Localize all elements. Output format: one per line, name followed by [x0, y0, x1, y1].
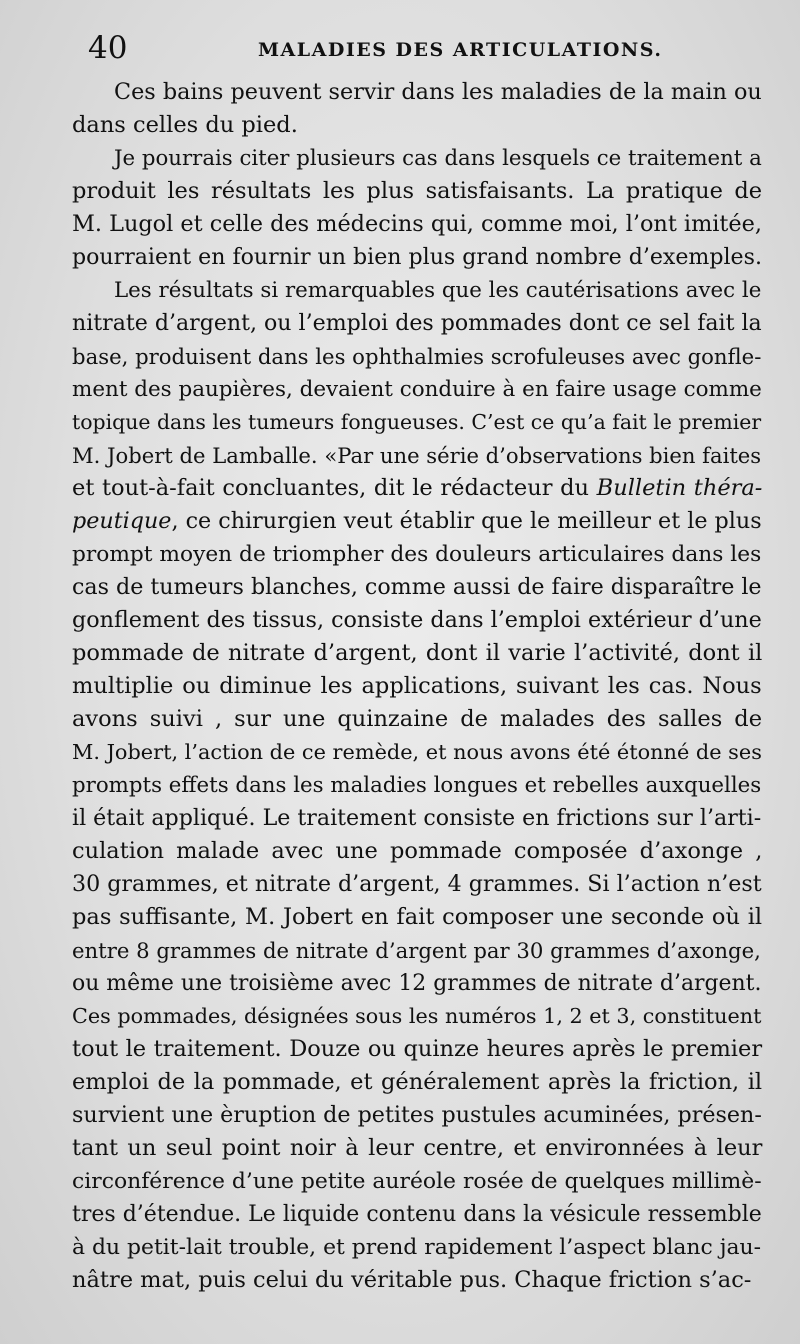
- text-line: [72, 439, 761, 472]
- line-text: Ces bains peuvent servir dans les maladies de la main ou: [114, 79, 762, 105]
- line-text: , ce chirurgien veut établir que le meilleur et le plus: [171, 508, 762, 534]
- text-line: [114, 142, 762, 175]
- line-text: 30 grammes, et nitrate d’argent, 4 grammes. Si l’action n’est: [72, 871, 762, 897]
- line-text: il était appliqué. Le traitement consiste en frictions sur l’arti-: [72, 805, 762, 831]
- text-line: [72, 1198, 762, 1231]
- line-text: culation malade avec une pommade composée d’axonge ,: [72, 838, 763, 864]
- line-text: tres d’étendue. Le liquide contenu dans la vésicule ressemble: [72, 1202, 762, 1227]
- text-line: [72, 1264, 751, 1297]
- text-line: [72, 1165, 762, 1198]
- text-line: [72, 769, 761, 802]
- text-line: [72, 1066, 762, 1099]
- text-line: [72, 109, 298, 142]
- line-text: M. Jobert, l’action de ce remède, et nous avons été étonné de ses: [72, 740, 762, 764]
- text-line: [114, 274, 761, 307]
- line-text: nitrate d’argent, ou l’emploi des pommades dont ce sel fait la: [72, 311, 762, 336]
- text-line: [72, 340, 761, 373]
- page-number: 40: [88, 30, 128, 66]
- text-line: [72, 241, 762, 274]
- text-line: [72, 901, 762, 934]
- text-line: [72, 505, 762, 538]
- text-line: [72, 802, 761, 835]
- line-text: Je pourrais citer plusieurs cas dans lesquels ce traitement a: [114, 146, 762, 171]
- line-text: M. Lugol et celle des médecins qui, comme moi, l’ont imitée,: [72, 211, 762, 237]
- text-line: [72, 1099, 762, 1132]
- line-text: ment des paupières, devaient conduire à en faire usage comme: [72, 377, 762, 402]
- line-text: tant un seul point noir à leur centre, et environnées à leur: [72, 1135, 763, 1161]
- text-line: [72, 1033, 762, 1066]
- line-text: pas suffisante, M. Jobert en fait composer une seconde où il: [72, 904, 763, 930]
- running-head: [0, 28, 800, 68]
- line-text: Ces pommades, désignées sous les numéros 1, 2 et 3, constituent: [72, 1004, 762, 1028]
- text-line: [72, 835, 762, 868]
- text-line: [114, 76, 762, 109]
- line-text: entre 8 grammes de nitrate d’argent par 30 grammes d’axonge,: [72, 938, 761, 963]
- line-text: circonférence d’une petite auréole rosée de quelques millimè-: [72, 1169, 762, 1194]
- text-line: [72, 1000, 761, 1033]
- text-line: [72, 472, 762, 505]
- running-title: MALADIES DES ARTICULATIONS.: [258, 39, 663, 61]
- text-line: [72, 373, 762, 406]
- line-text: Les résultats si remarquables que les cautérisations avec le: [114, 278, 762, 303]
- text-line: [72, 307, 762, 340]
- text-line: [72, 208, 762, 241]
- line-text: gonflement des tissus, consiste dans l’emploi extérieur d’une: [72, 607, 762, 633]
- line-text: survient une èruption de petites pustules acuminées, présen-: [72, 1102, 762, 1128]
- line-text: produit les résultats les plus satisfaisants. La pratique de: [72, 178, 763, 204]
- text-line: [72, 868, 762, 901]
- text-line: [72, 1132, 762, 1165]
- line-text: avons suivi , sur une quinzaine de malades des salles de: [72, 706, 763, 732]
- line-text: pommade de nitrate d’argent, dont il varie l’activité, dont il: [72, 640, 763, 666]
- line-text: à du petit-lait trouble, et prend rapidement l’aspect blanc jau-: [72, 1235, 761, 1260]
- italic-text: Bulletin théra-: [596, 475, 763, 501]
- line-text: dans celles du pied.: [72, 112, 298, 138]
- line-text: et tout-à-fait concluantes, dit le rédacteur du: [72, 475, 597, 501]
- line-text: pourraient en fournir un bien plus grand nombre d’exemples.: [72, 245, 762, 270]
- line-text: nâtre mat, puis celui du véritable pus. Chaque friction s’ac-: [72, 1267, 752, 1293]
- line-text: base, produisent dans les ophthalmies scrofuleuses avec gonfle-: [72, 344, 762, 369]
- text-line: [72, 703, 762, 736]
- line-text: prompt moyen de triompher des douleurs articulaires dans les: [72, 542, 762, 567]
- text-line: [72, 538, 761, 571]
- text-line: [72, 406, 761, 439]
- line-text: ou même une troisième avec 12 grammes de nitrate d’argent.: [72, 971, 762, 996]
- text-line: [72, 637, 762, 670]
- text-line: [72, 571, 762, 604]
- text-line: [72, 175, 762, 208]
- text-line: [72, 736, 762, 769]
- text-line: [72, 967, 761, 1000]
- text-line: [72, 670, 762, 703]
- line-text: M. Jobert de Lamballe. «Par une série d’observations bien faites: [72, 443, 762, 468]
- line-text: multiplie ou diminue les applications, suivant les cas. Nous: [72, 673, 762, 699]
- italic-text: peutique: [72, 508, 172, 534]
- line-text: cas de tumeurs blanches, comme aussi de faire disparaître le: [72, 574, 762, 600]
- line-text: emploi de la pommade, et généralement après la friction, il: [72, 1069, 763, 1095]
- line-text: prompts effets dans les maladies longues et rebelles auxquelles: [72, 773, 762, 798]
- line-text: tout le traitement. Douze ou quinze heures après le premier: [72, 1036, 763, 1062]
- text-line: [72, 1231, 761, 1264]
- line-text: topique dans les tumeurs fongueuses. C’est ce qu’a fait le premier: [72, 410, 762, 434]
- text-line: [72, 604, 762, 637]
- text-line: [72, 934, 761, 967]
